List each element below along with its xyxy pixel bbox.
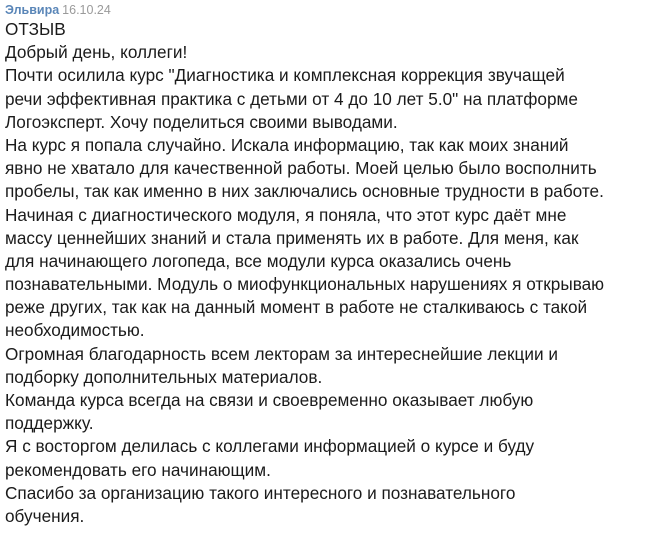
message-line: подборку дополнительных материалов. — [5, 366, 323, 387]
message-line: Спасибо за организацию такого интересного и познавательного — [5, 482, 516, 503]
message-line: рекомендовать его начинающим. — [5, 459, 271, 480]
message-body — [5, 18, 649, 528]
message-line: для начинающего логопеда, все модули курса оказались очень — [5, 250, 512, 271]
message-line: поддержку. — [5, 413, 94, 434]
message-line: необходимостью. — [5, 320, 145, 341]
message-line: Добрый день, коллеги! — [5, 42, 188, 63]
message-line: Огромная благодарность всем лекторам за интереснейшие лекции и — [5, 343, 558, 364]
chat-message — [5, 2, 649, 528]
message-line: Логоэксперт. Хочу поделиться своими выводами. — [5, 111, 398, 132]
message-line: пробелы, так как именно в них заключались основные трудности в работе. — [5, 181, 604, 202]
message-line: Почти осилила курс "Диагностика и комплексная коррекция звучащей — [5, 65, 565, 86]
message-line: реже других, так как на данный момент в работе не сталкиваюсь с такой — [5, 297, 588, 318]
message-line: Начиная с диагностического модуля, я поняла, что этот курс даёт мне — [5, 204, 567, 225]
message-line: массу ценнейших знаний и стала применять их в работе. Для меня, как — [5, 227, 579, 248]
message-header — [5, 2, 649, 18]
message-line: Я с восторгом делилась с коллегами информацией о курсе и буду — [5, 436, 535, 457]
message-line: Команда курса всегда на связи и своевременно оказывает любую — [5, 390, 534, 410]
message-line-title: ОТЗЫВ — [5, 19, 66, 39]
message-line: речи эффективная практика с детьми от 4 до 10 лет 5.0" на платформе — [5, 88, 578, 109]
message-line: познавательными. Модуль о миофункциональных нарушениях я открываю — [5, 274, 605, 295]
message-line: На курс я попала случайно. Искала информацию, так как моих знаний — [5, 134, 569, 155]
message-line: обучения. — [5, 505, 85, 526]
message-line: явно не хватало для качественной работы. Моей целью было восполнить — [5, 158, 597, 179]
author-name[interactable]: Эльвира — [5, 3, 60, 17]
message-date: 16.10.24 — [62, 3, 111, 17]
